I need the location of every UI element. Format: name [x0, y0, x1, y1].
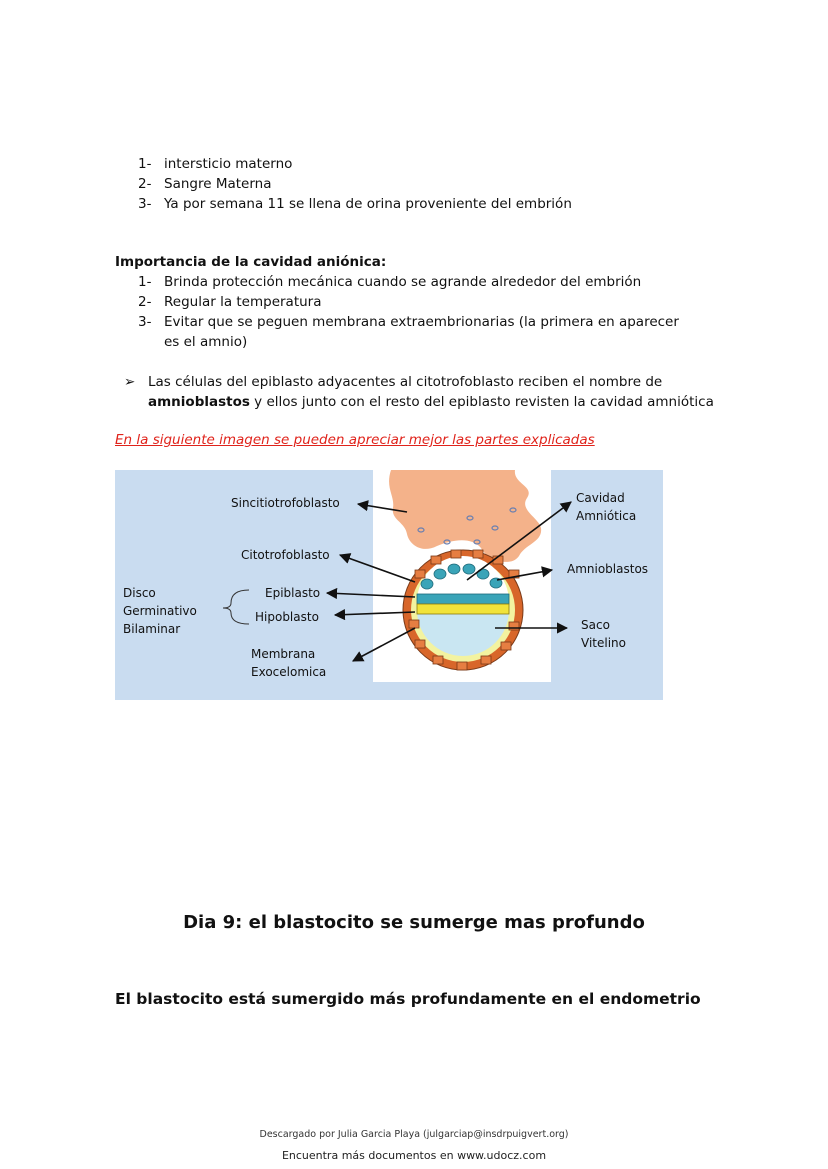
list-number: 2- — [138, 294, 152, 310]
list-number: 1- — [138, 274, 152, 290]
label-cavidad: Cavidad — [576, 491, 625, 505]
hypoblast-layer — [417, 604, 509, 614]
importance-heading: Importancia de la cavidad aniónica: — [115, 254, 387, 270]
blastocito-heading: El blastocito está sumergido más profundamente en el endometrio — [115, 990, 701, 1008]
label-amnioblastos: Amnioblastos — [567, 562, 649, 576]
dia9-heading: Dia 9: el blastocito se sumerge mas profundo — [183, 912, 645, 933]
image-caption: En la siguiente imagen se pueden apreciar mejor las partes explicadas — [115, 432, 595, 448]
list-item — [138, 174, 698, 194]
maternal-source-list — [138, 154, 698, 214]
list-item — [138, 292, 698, 312]
label-saco: Saco — [581, 618, 610, 632]
amnioblast-bullet — [124, 372, 724, 412]
list-number: 2- — [138, 176, 152, 192]
bullet-text-start: Las células del epiblasto adyacentes al citotrofoblasto reciben el nombre de — [148, 374, 663, 390]
list-text: intersticio materno — [164, 156, 293, 172]
list-text: Brinda protección mecánica cuando se agrande alrededor del embrión — [164, 274, 642, 290]
list-number: 3- — [138, 314, 152, 330]
list-item — [138, 194, 698, 214]
bullet-bold-term: amnioblastos — [148, 394, 250, 410]
epiblast-layer — [417, 594, 509, 604]
list-number: 1- — [138, 156, 152, 172]
label-amniotica: Amniótica — [576, 509, 637, 523]
list-text: Sangre Materna — [164, 176, 272, 192]
download-footer: Descargado por Julia Garcia Playa (julgarciap@insdrpuigvert.org) — [259, 1129, 569, 1140]
label-exocelomica: Exocelomica — [251, 665, 327, 679]
label-vitelino: Vitelino — [581, 636, 626, 650]
label-disco: Disco — [123, 586, 156, 600]
label-bilaminar: Bilaminar — [123, 622, 181, 636]
list-number: 3- — [138, 196, 152, 212]
list-text: Ya por semana 11 se llena de orina proveniente del embrión — [164, 196, 572, 212]
list-item — [138, 312, 698, 352]
list-item — [138, 154, 698, 174]
udocz-footer: Encuentra más documentos en www.udocz.com — [281, 1149, 547, 1162]
label-sincitiotrofoblasto: Sincitiotrofoblasto — [231, 496, 340, 510]
arrow-bullet-icon: ➢ — [124, 374, 136, 390]
label-hipoblasto: Hipoblasto — [255, 610, 319, 624]
label-germinativo: Germinativo — [123, 604, 197, 618]
list-text: Regular la temperatura — [164, 294, 322, 310]
list-text: Evitar que se peguen membrana extraembrionarias (la primera en aparecer es el amnio) — [164, 314, 679, 350]
label-epiblasto: Epiblasto — [265, 586, 321, 600]
list-item — [138, 272, 698, 292]
importance-list — [138, 272, 698, 352]
embryo-diagram — [115, 470, 663, 700]
bullet-text — [148, 372, 724, 412]
label-citotrofoblasto: Citotrofoblasto — [241, 548, 330, 562]
bullet-text-end: y ellos junto con el resto del epiblasto revisten la cavidad amniótica — [249, 394, 714, 410]
label-membrana: Membrana — [251, 647, 316, 661]
